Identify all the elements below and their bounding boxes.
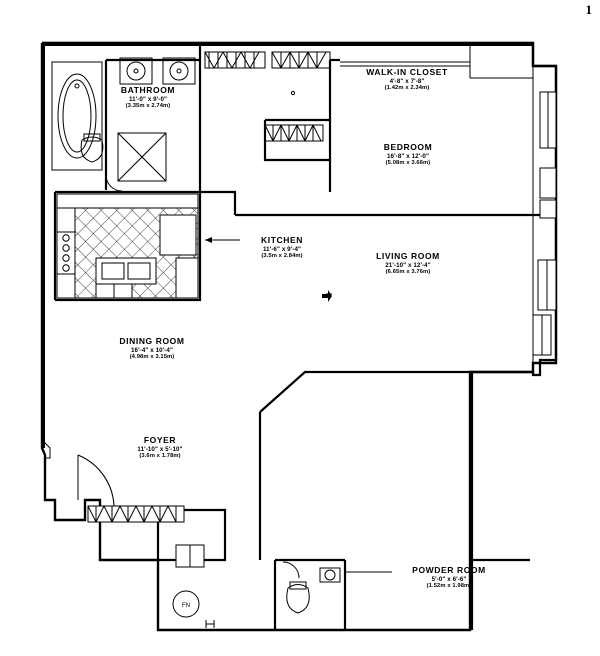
page-number: 1 — [585, 2, 592, 17]
room-label-foyer — [137, 436, 182, 460]
room-dim-m: (6.65m x 3.76m) — [385, 269, 431, 276]
room-label-bathroom — [121, 86, 175, 110]
room-dim-m: (5.08m x 3.66m) — [385, 160, 431, 167]
room-name: KITCHEN — [261, 235, 303, 245]
room-name: WALK-IN CLOSET — [366, 67, 448, 77]
room-dim-m: (1.42m x 2.34m) — [384, 85, 430, 92]
room-dim-m: (1.52m x 1.98m) — [426, 583, 472, 590]
room-dim-ft: 11'-10" x 5'-10" — [137, 445, 183, 453]
room-name: LIVING ROOM — [376, 251, 440, 261]
room-dim-m: (3.35m x 2.74m) — [125, 103, 171, 110]
room-label-dining-room — [119, 337, 184, 361]
room-dim-ft: 16'-4" x 10'-4" — [131, 346, 173, 354]
room-dim-ft: 4'-8" x 7'-8" — [389, 77, 425, 85]
room-dim-ft: 11'-6" x 9'-4" — [262, 245, 302, 253]
room-label-living-room — [376, 252, 440, 276]
room-dim-m: (4.98m x 3.15m) — [129, 354, 175, 361]
room-label-walk-in-closet — [366, 68, 448, 92]
room-dim-ft: 21'-10" x 12'-4" — [385, 261, 431, 269]
room-dim-ft: 5'-0" x 6'-6" — [431, 575, 467, 583]
svg-text:FN: FN — [182, 603, 190, 609]
room-name: BEDROOM — [383, 142, 433, 152]
room-dim-ft: 16'-8" x 12'-0" — [387, 152, 429, 160]
room-dim-m: (3.5m x 2.84m) — [261, 253, 303, 260]
room-name: POWDER ROOM — [412, 565, 486, 575]
room-dim-ft: 11'-0" x 9'-0" — [128, 95, 168, 103]
room-dim-m: (3.6m x 1.78m) — [139, 453, 181, 460]
room-name: FOYER — [143, 435, 177, 445]
room-label-powder-room — [412, 566, 486, 590]
room-label-kitchen — [261, 236, 303, 260]
room-label-bedroom — [384, 143, 433, 167]
room-name: DINING ROOM — [119, 336, 185, 346]
room-name: BATHROOM — [120, 85, 176, 95]
